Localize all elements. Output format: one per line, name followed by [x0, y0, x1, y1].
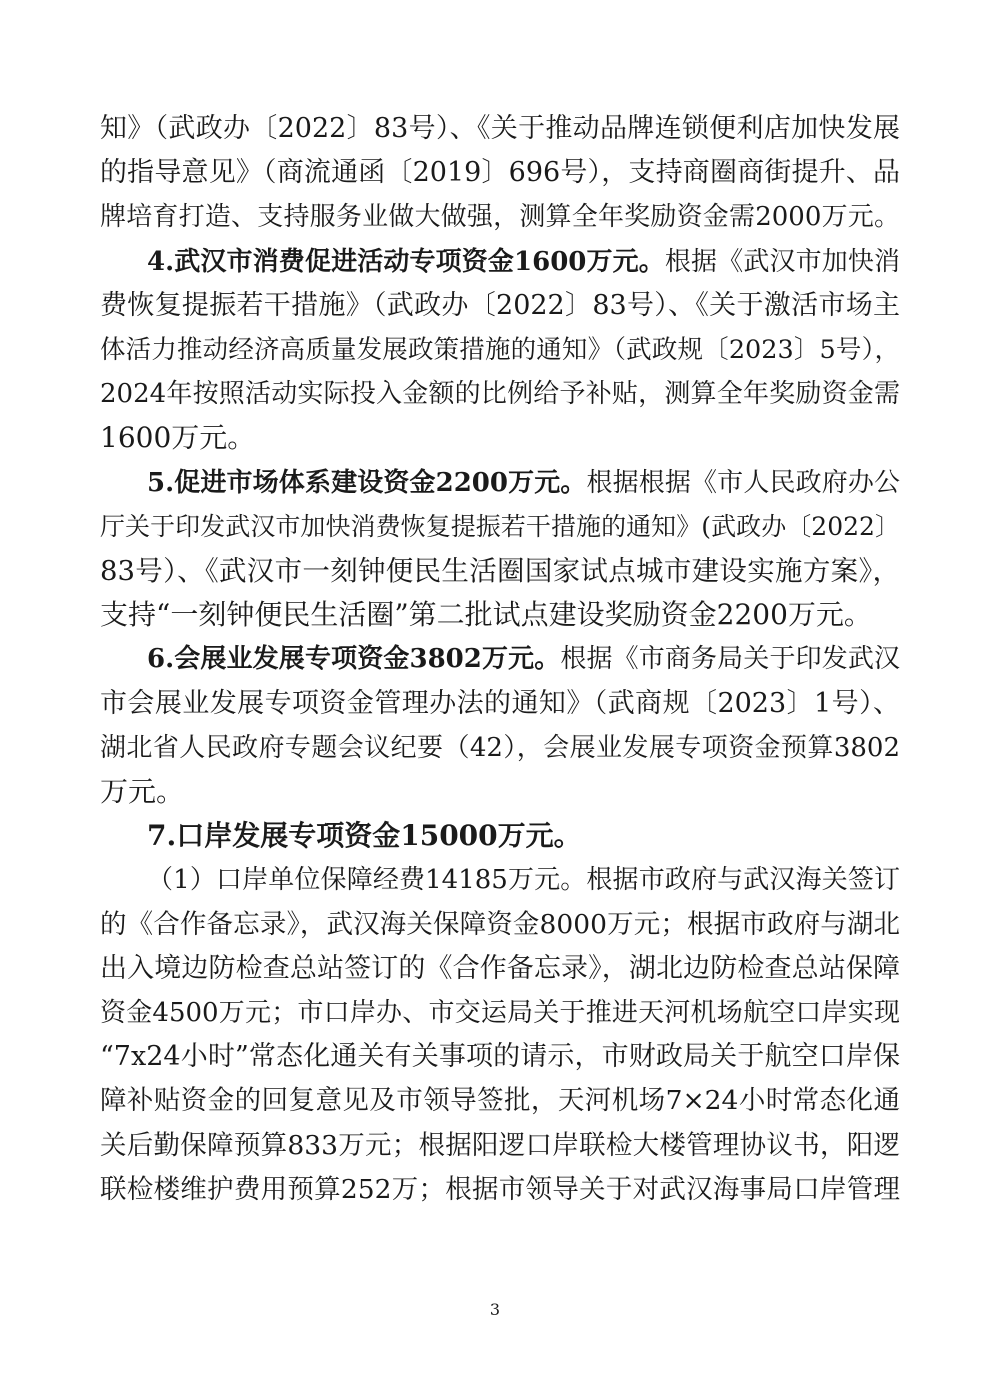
section-heading: 5.促进市场体系建设资金2200万元。: [147, 468, 587, 498]
line-text: 牌培育打造、支持服务业做大做强，测算全年奖励资金需2000万元。: [100, 202, 900, 232]
line-text: 根据根据《市人民政府办公: [586, 468, 900, 498]
text-line: [147, 240, 900, 284]
line-text: 的《合作备忘录》，武汉海关保障资金8000万元；根据市政府与湖北: [100, 909, 900, 940]
section-heading: 4.武汉市消费促进活动专项资金1600万元。: [147, 247, 665, 277]
line-text: 关后勤保障预算833万元；根据阳逻口岸联检大楼管理协议书，阳逻: [100, 1130, 900, 1161]
text-line: [100, 947, 900, 991]
text-line: [100, 1168, 900, 1212]
text-line: [100, 151, 900, 195]
text-line: [100, 726, 900, 770]
line-text: （1）口岸单位保障经费14185万元。根据市政府与武汉海关签订: [147, 865, 900, 895]
line-text: 体活力推动经济高质量发展政策措施的通知》（武政规〔2023〕5号），: [100, 335, 900, 365]
line-text: 的指导意见》（商流通函〔2019〕696号），支持商圈商街提升、品: [100, 157, 900, 188]
section-heading: 7.口岸发展专项资金15000万元。: [147, 819, 582, 852]
line-text: 1600万元。: [100, 421, 256, 454]
text-line: [100, 549, 900, 593]
line-text: 知》（武政办〔2022〕83号）、《关于推动品牌连锁便利店加快发展: [100, 113, 900, 144]
text-line: [100, 593, 900, 637]
line-text: 根据《市商务局关于印发武汉: [560, 644, 900, 674]
line-text: “7x24小时”常态化通关有关事项的请示，市财政局关于航空口岸保: [100, 1041, 900, 1072]
line-text: 厅关于印发武汉市加快消费恢复提振若干措施的通知》(武政办〔2022〕: [100, 512, 900, 541]
text-line: [100, 107, 900, 151]
line-text: 出入境边防检查总站签订的《合作备忘录》，湖北边防检查总站保障: [100, 953, 900, 984]
text-line: [100, 1079, 900, 1123]
line-text: 支持“一刻钟便民生活圈”第二批试点建设奖励资金2200万元。: [100, 598, 872, 631]
text-line: [147, 814, 900, 858]
text-line: [100, 1124, 900, 1168]
text-line: [147, 637, 900, 681]
text-line: [100, 195, 900, 239]
text-line: [100, 991, 900, 1035]
text-line: [100, 505, 900, 549]
page-number: 3: [489, 1300, 501, 1319]
text-line: [100, 682, 900, 726]
line-text: 障补贴资金的回复意见及市领导签批，天河机场7×24小时常态化通: [100, 1085, 900, 1116]
section-heading: 6.会展业发展专项资金3802万元。: [147, 644, 561, 674]
line-text: 市会展业发展专项资金管理办法的通知》（武商规〔2023〕1号）、: [100, 688, 900, 719]
text-line: [147, 461, 900, 505]
line-text: 2024年按照活动实际投入金额的比例给予补贴，测算全年奖励资金需: [100, 379, 900, 409]
line-text: 83号）、《武汉市一刻钟便民生活圈国家试点城市建设实施方案》，: [100, 555, 900, 587]
text-line: [100, 328, 900, 372]
text-line: [100, 284, 900, 328]
line-text: 费恢复提振若干措施》（武政办〔2022〕83号）、《关于激活市场主: [100, 290, 900, 321]
line-text: 根据《武汉市加快消: [664, 247, 900, 277]
text-line: [100, 372, 900, 416]
line-text: 资金4500万元；市口岸办、市交运局关于推进天河机场航空口岸实现: [100, 998, 900, 1028]
text-line: [100, 770, 900, 814]
line-text: 联检楼维护费用预算252万；根据市领导关于对武汉海事局口岸管理: [100, 1174, 900, 1205]
text-line: [100, 1035, 900, 1079]
text-line: [100, 903, 900, 947]
line-text: 湖北省人民政府专题会议纪要（42），会展业发展专项资金预算3802: [100, 733, 900, 763]
line-text: 万元。: [100, 775, 185, 808]
text-line: [100, 416, 900, 460]
text-line: [147, 858, 900, 902]
